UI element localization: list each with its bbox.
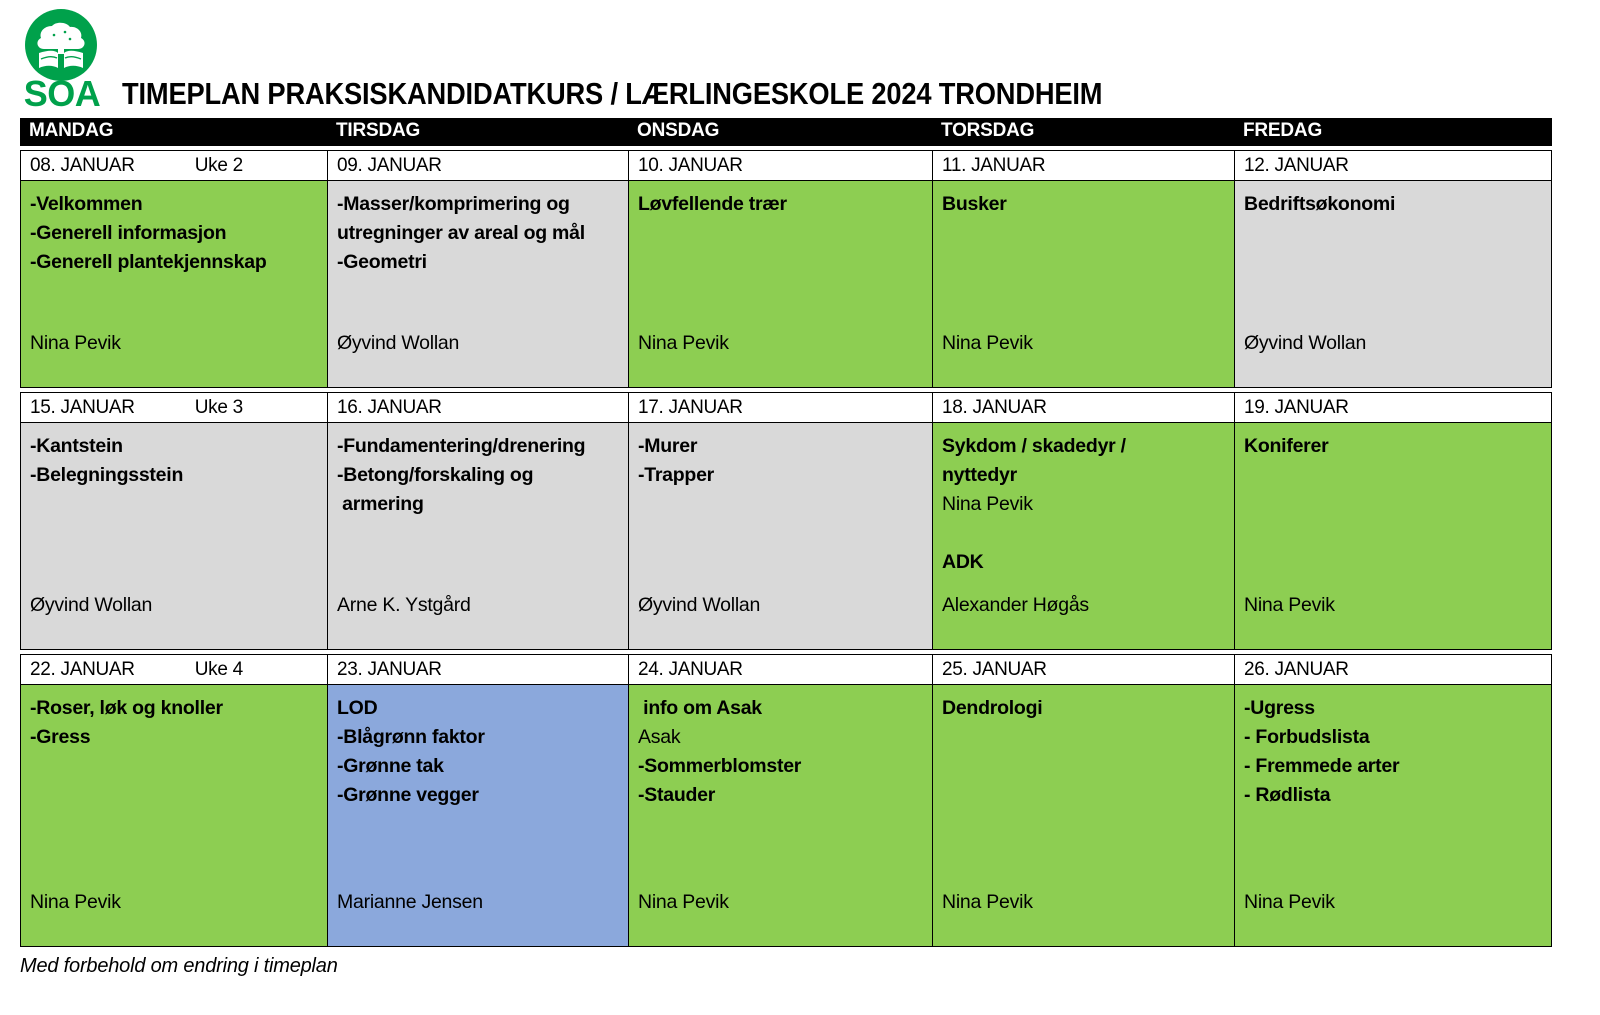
- teacher-name: Øyvind Wollan: [337, 332, 460, 354]
- session-line: Koniferer: [1244, 435, 1329, 457]
- session-line: -Masser/komprimering og: [337, 193, 570, 215]
- session-line: LOD: [337, 697, 378, 719]
- date-cell: [20, 150, 327, 181]
- week-number-label: Uke 2: [194, 154, 243, 176]
- teacher-name: Nina Pevik: [1244, 594, 1335, 616]
- session-line: -Murer: [638, 435, 698, 457]
- session-cell: [628, 423, 932, 650]
- session-line: Løvfellende trær: [638, 193, 787, 215]
- session-line: ADK: [942, 551, 984, 573]
- session-line: -Generell informasjon: [30, 222, 227, 244]
- session-line: utregninger av areal og mål: [337, 222, 585, 244]
- date-label: 08. JANUAR: [30, 154, 135, 176]
- session-line: Asak: [638, 726, 681, 748]
- date-label: 26. JANUAR: [1244, 658, 1349, 680]
- session-line: - Forbudslista: [1244, 726, 1370, 748]
- teacher-name: Nina Pevik: [942, 332, 1033, 354]
- teacher-name: Øyvind Wollan: [638, 594, 761, 616]
- session-cell: [1234, 181, 1552, 388]
- session-line: Dendrologi: [942, 697, 1043, 719]
- session-line: -Ugress: [1244, 697, 1315, 719]
- date-cell: [327, 392, 628, 423]
- teacher-name: Nina Pevik: [30, 891, 121, 913]
- teacher-name: Alexander Høgås: [942, 594, 1089, 616]
- teacher-name: Marianne Jensen: [337, 891, 483, 913]
- week-date-row: [20, 654, 1552, 685]
- session-cell: [327, 423, 628, 650]
- teacher-name: Nina Pevik: [638, 891, 729, 913]
- session-line: -Geometri: [337, 251, 427, 273]
- date-label: 17. JANUAR: [638, 396, 743, 418]
- date-cell: [20, 392, 327, 423]
- session-cell: [932, 423, 1234, 650]
- session-line: - Rødlista: [1244, 784, 1331, 806]
- date-label: 22. JANUAR: [30, 658, 135, 680]
- date-cell: [20, 654, 327, 685]
- session-line: info om Asak: [638, 697, 762, 719]
- date-label: 25. JANUAR: [942, 658, 1047, 680]
- session-line: nyttedyr: [942, 464, 1017, 486]
- timetable-grid: [20, 118, 1552, 947]
- date-label: 10. JANUAR: [638, 154, 743, 176]
- session-cell: [932, 685, 1234, 947]
- session-line: armering: [337, 493, 424, 515]
- date-cell: [932, 392, 1234, 423]
- teacher-name: Øyvind Wollan: [30, 594, 153, 616]
- session-cell: [327, 685, 628, 947]
- date-cell: [327, 150, 628, 181]
- session-cell: [1234, 423, 1552, 650]
- day-header-onsdag: ONSDAG: [637, 120, 720, 141]
- week-date-row: [20, 392, 1552, 423]
- date-label: 11. JANUAR: [942, 154, 1046, 176]
- teacher-name: Øyvind Wollan: [1244, 332, 1367, 354]
- session-cell: [628, 685, 932, 947]
- session-cell: [628, 181, 932, 388]
- date-cell: [932, 150, 1234, 181]
- session-line: Nina Pevik: [942, 493, 1033, 515]
- teacher-name: Nina Pevik: [942, 891, 1033, 913]
- date-label: 16. JANUAR: [337, 396, 442, 418]
- week-body-row: [20, 423, 1552, 650]
- session-cell: [20, 423, 327, 650]
- week-number-label: Uke 4: [194, 658, 243, 680]
- teacher-name: Nina Pevik: [30, 332, 121, 354]
- session-line: -Blågrønn faktor: [337, 726, 485, 748]
- day-header-row: [20, 118, 1552, 146]
- day-header-tirsdag: TIRSDAG: [336, 120, 421, 141]
- teacher-name: Nina Pevik: [638, 332, 729, 354]
- tree-in-circle-logo-icon: [24, 8, 98, 82]
- date-cell: [1234, 392, 1552, 423]
- session-line: -Gress: [30, 726, 91, 748]
- date-cell: [628, 392, 932, 423]
- session-line: -Belegningsstein: [30, 464, 184, 486]
- teacher-name: Nina Pevik: [1244, 891, 1335, 913]
- session-cell: [932, 181, 1234, 388]
- session-line: -Grønne tak: [337, 755, 444, 777]
- week-block: [20, 150, 1552, 388]
- footnote: Med forbehold om endring i timeplan: [20, 955, 338, 977]
- session-line: -Kantstein: [30, 435, 123, 457]
- session-line: -Generell plantekjennskap: [30, 251, 267, 273]
- session-line: -Fundamentering/drenering: [337, 435, 586, 457]
- session-line: -Sommerblomster: [638, 755, 802, 777]
- session-cell: [20, 181, 327, 388]
- session-cell: [20, 685, 327, 947]
- brand-logo: [12, 8, 112, 116]
- session-line: -Betong/forskaling og: [337, 464, 534, 486]
- day-header-mandag: MANDAG: [29, 120, 114, 141]
- page-title: TIMEPLAN PRAKSISKANDIDATKURS / LÆRLINGESKOLE 2024 TRONDHEIM: [122, 76, 1103, 111]
- session-line: Busker: [942, 193, 1007, 215]
- date-label: 23. JANUAR: [337, 658, 442, 680]
- week-date-row: [20, 150, 1552, 181]
- date-cell: [1234, 654, 1552, 685]
- week-body-row: [20, 685, 1552, 947]
- week-number-label: Uke 3: [194, 396, 243, 418]
- session-line: -Velkommen: [30, 193, 143, 215]
- date-label: 24. JANUAR: [638, 658, 743, 680]
- week-body-row: [20, 181, 1552, 388]
- session-line: Bedriftsøkonomi: [1244, 193, 1396, 215]
- brand-wordmark: SOA: [23, 73, 101, 114]
- session-cell: [327, 181, 628, 388]
- date-cell: [1234, 150, 1552, 181]
- session-cell: [1234, 685, 1552, 947]
- date-cell: [628, 654, 932, 685]
- date-label: 09. JANUAR: [337, 154, 442, 176]
- date-label: 12. JANUAR: [1244, 154, 1349, 176]
- week-block: [20, 392, 1552, 650]
- session-line: -Stauder: [638, 784, 716, 806]
- date-cell: [628, 150, 932, 181]
- session-line: -Roser, løk og knoller: [30, 697, 223, 719]
- session-line: -Grønne vegger: [337, 784, 479, 806]
- date-label: 18. JANUAR: [942, 396, 1047, 418]
- day-header-torsdag: TORSDAG: [941, 120, 1035, 141]
- date-label: 15. JANUAR: [30, 396, 135, 418]
- session-line: - Fremmede arter: [1244, 755, 1400, 777]
- date-cell: [327, 654, 628, 685]
- week-block: [20, 654, 1552, 947]
- teacher-name: Arne K. Ystgård: [337, 594, 471, 616]
- session-line: -Trapper: [638, 464, 715, 486]
- date-label: 19. JANUAR: [1244, 396, 1349, 418]
- day-header-fredag: FREDAG: [1243, 120, 1323, 141]
- session-line: Sykdom / skadedyr /: [942, 435, 1126, 457]
- date-cell: [932, 654, 1234, 685]
